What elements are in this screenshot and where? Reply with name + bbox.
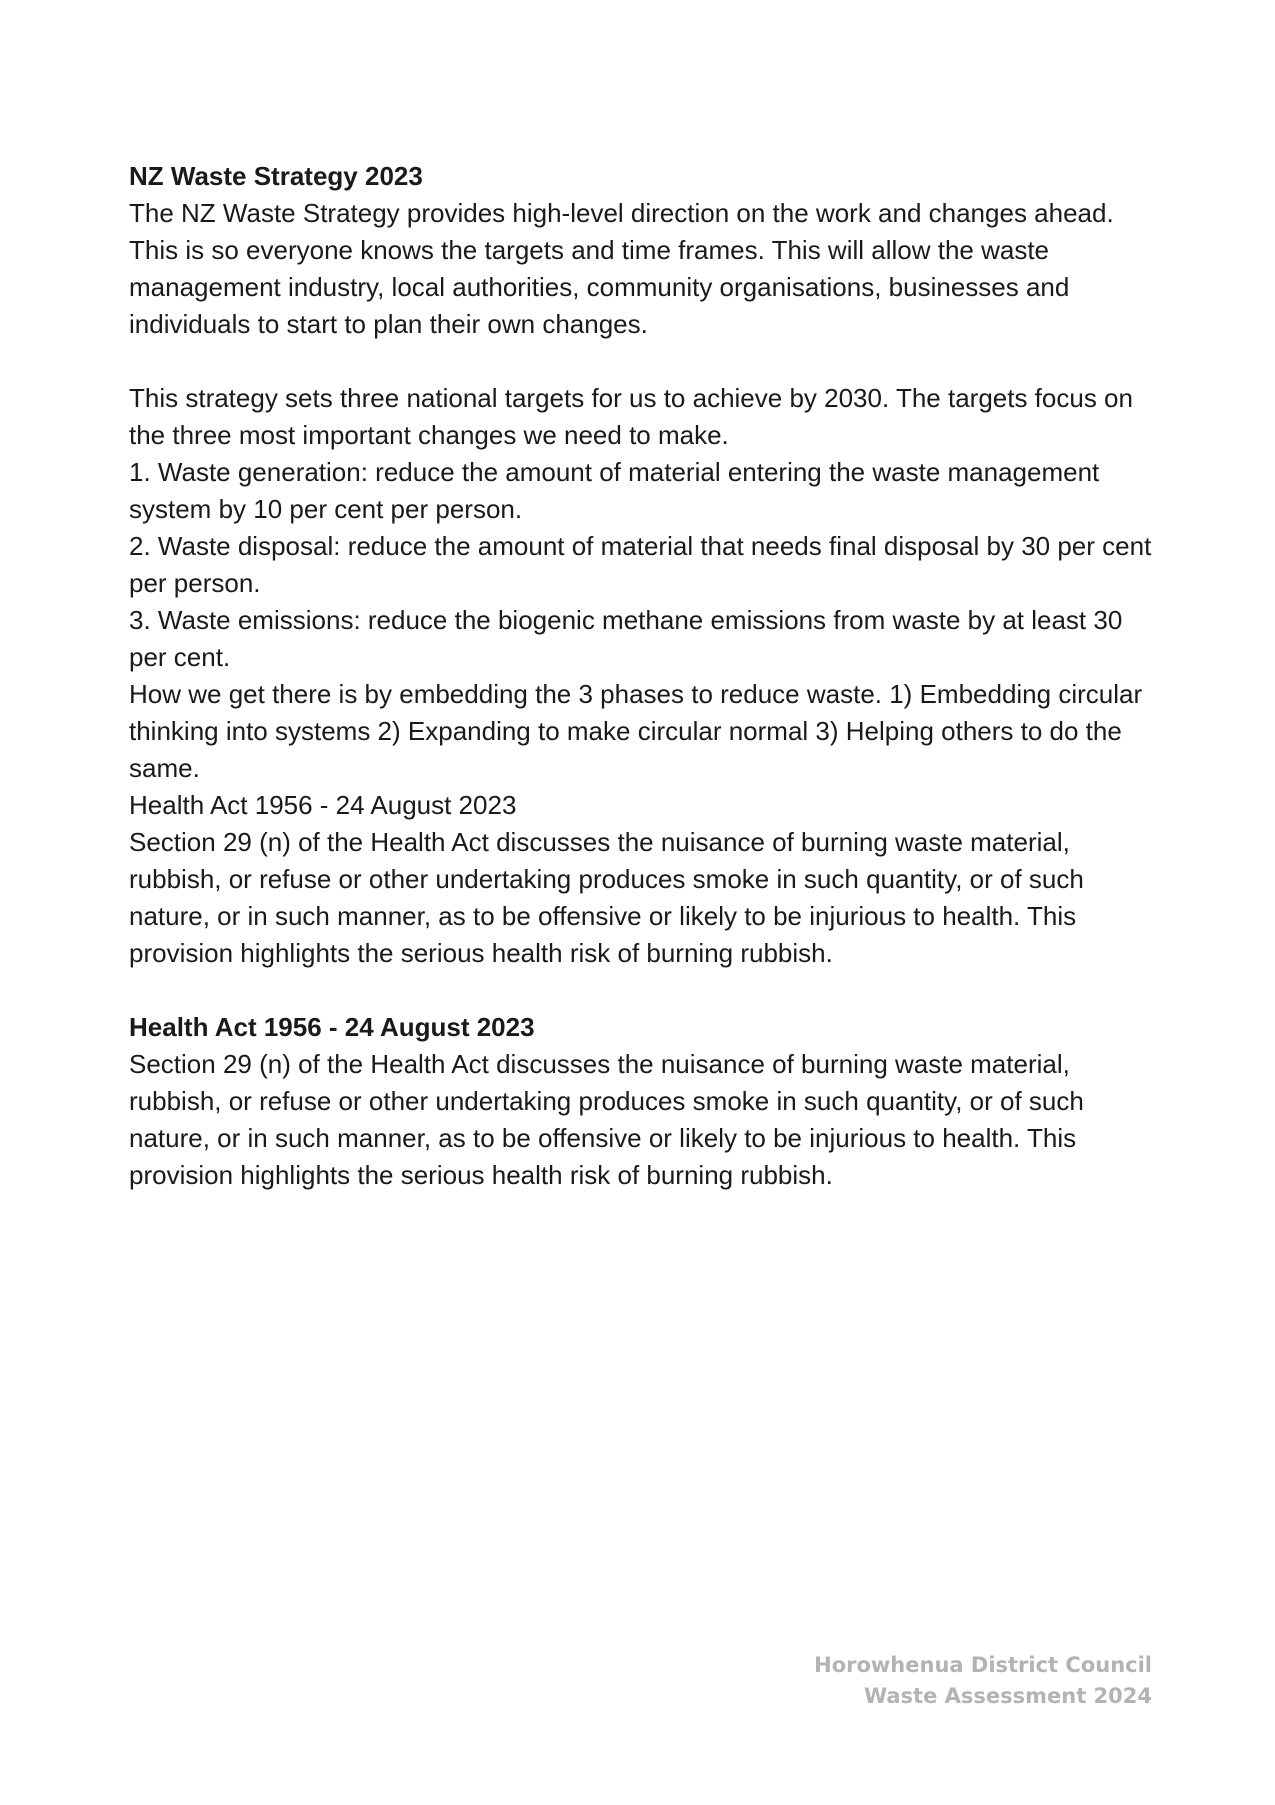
paragraph-strategy-intro: The NZ Waste Strategy provides high-level direction on the work and changes ahead. This is so everyone knows the targets and time frames. This will allow the waste management industry, local authorities, community organisations, businesses and individuals to start to plan their own changes.: [129, 198, 1114, 339]
section-heading-waste-strategy: NZ Waste Strategy 2023: [129, 161, 423, 191]
page-footer: [814, 1650, 1152, 1712]
paragraph-spacer: [129, 343, 1159, 380]
page-content: [129, 158, 1159, 1194]
footer-organisation: Horowhenua District Council: [814, 1653, 1152, 1677]
paragraph-health-act-inline: Section 29 (n) of the Health Act discusses the nuisance of burning waste material, rubbish, or refuse or other undertaking produces smoke in such quantity, or of such nature, or in such manner, as to be offensive or likely to be injurious to health. This provision highlights the serious health risk of burning rubbish.: [129, 827, 1084, 968]
paragraph-phases: How we get there is by embedding the 3 phases to reduce waste. 1) Embedding circular thinking into systems 2) Expanding to make circular normal 3) Helping others to do the same.: [129, 679, 1143, 783]
list-item-target-2: 2. Waste disposal: reduce the amount of material that needs final disposal by 30 per cent per person.: [129, 531, 1152, 598]
paragraph-spacer: [129, 972, 1159, 1009]
list-item-target-1: 1. Waste generation: reduce the amount of material entering the waste management system by 10 per cent per person.: [129, 457, 1100, 524]
inline-heading-health-act: Health Act 1956 - 24 August 2023: [129, 790, 517, 820]
footer-document-title: Waste Assessment 2024: [863, 1684, 1152, 1708]
section-heading-health-act: Health Act 1956 - 24 August 2023: [129, 1012, 535, 1042]
paragraph-targets-intro: This strategy sets three national targets for us to achieve by 2030. The targets focus on the three most important changes we need to make.: [129, 383, 1133, 450]
list-item-target-3: 3. Waste emissions: reduce the biogenic methane emissions from waste by at least 30 per cent.: [129, 605, 1123, 672]
paragraph-health-act: Section 29 (n) of the Health Act discusses the nuisance of burning waste material, rubbish, or refuse or other undertaking produces smoke in such quantity, or of such nature, or in such manner, as to be offensive or likely to be injurious to health. This provision highlights the serious health risk of burning rubbish.: [129, 1049, 1084, 1190]
